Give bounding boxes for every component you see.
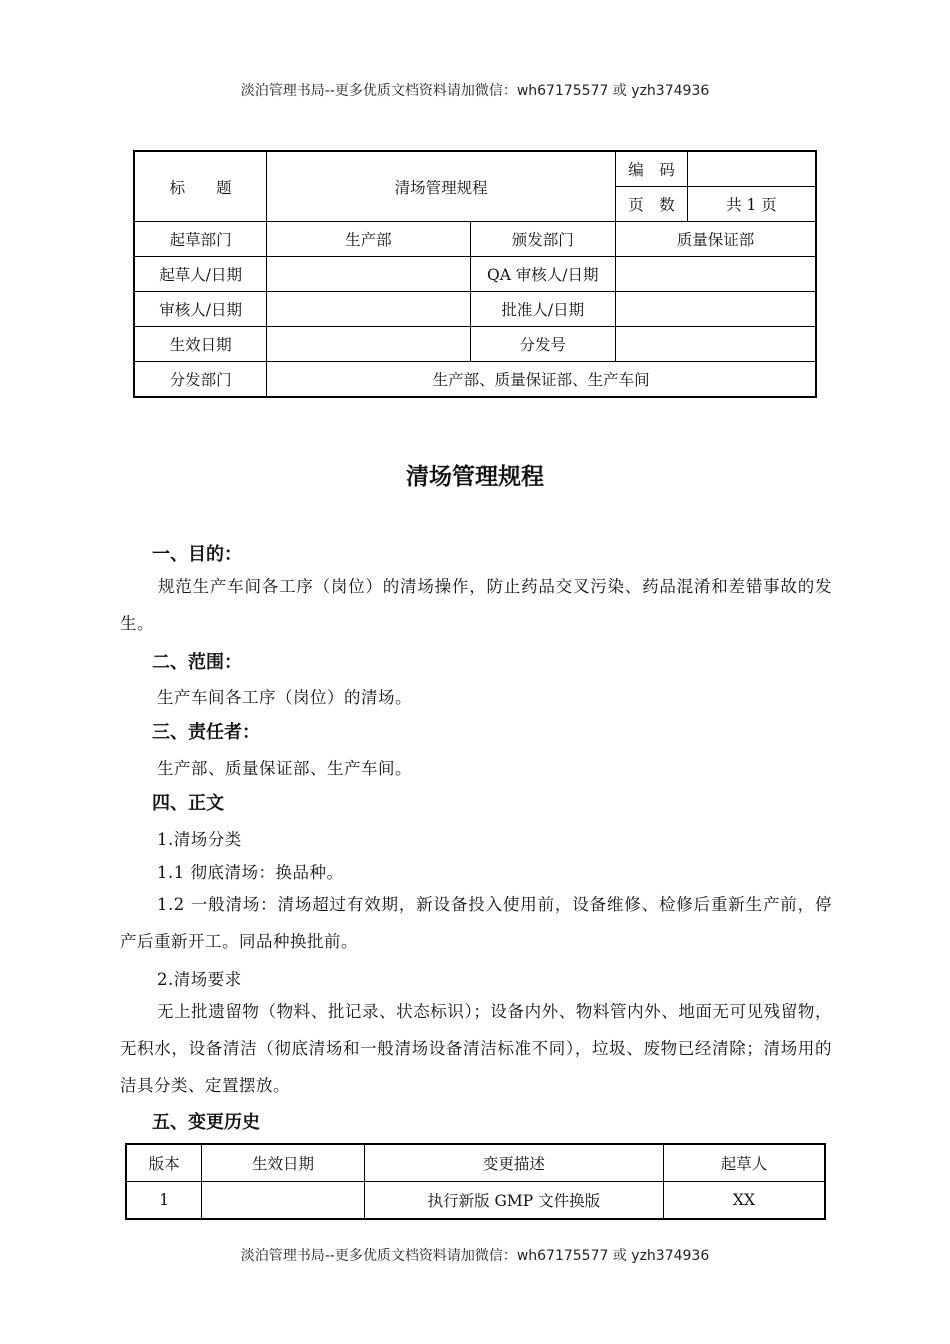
page-footer: 淡泊管理书局--更多优质文档资料请加微信：wh67175577 或 yzh374936: [240, 1248, 710, 1264]
effective-date-label: 生效日期: [134, 327, 267, 362]
title-label: 标 题: [134, 151, 267, 222]
draft-dept-value: 生产部: [267, 222, 470, 257]
draft-dept-label: 起草部门: [134, 222, 267, 257]
reviewer-value: [267, 292, 470, 327]
table-header-row: [126, 1144, 825, 1182]
table-row: [126, 1182, 825, 1220]
page-header: 淡泊管理书局--更多优质文档资料请加微信：wh67175577 或 yzh374936: [240, 83, 710, 99]
row-effective-date: [202, 1182, 365, 1220]
pages-label: 页 数: [616, 187, 688, 222]
reviewer-label: 审核人/日期: [134, 292, 267, 327]
clean-category-thorough: 1.1 彻底清场：换品种。: [157, 863, 344, 882]
clean-category: 1.清场分类: [157, 830, 242, 849]
drafter-value: [267, 257, 470, 292]
clean-category-general: 1.2 一般清场：清场超过有效期，新设备投入使用前，设备维修、检修后重新生产前，停产后重新开工。同品种换批前。: [120, 895, 832, 951]
section-body-heading: 四、正文: [152, 793, 224, 814]
dist-no-label: 分发号: [470, 327, 616, 362]
section-scope-text: 生产车间各工序（岗位）的清场。: [157, 688, 412, 707]
dist-no-value: [616, 327, 816, 362]
header-version: 版本: [126, 1144, 202, 1182]
approver-label: 批准人/日期: [470, 292, 616, 327]
issue-dept-value: 质量保证部: [616, 222, 816, 257]
title-value: 清场管理规程: [267, 151, 616, 222]
approver-value: [616, 292, 816, 327]
header-description: 变更描述: [364, 1144, 663, 1182]
dist-dept-value: 生产部、质量保证部、生产车间: [267, 362, 816, 398]
section-purpose-text: 规范生产车间各工序（岗位）的清场操作，防止药品交叉污染、药品混淆和差错事故的发生。: [120, 577, 832, 633]
drafter-label: 起草人/日期: [134, 257, 267, 292]
pages-value: 共 1 页: [687, 187, 816, 222]
row-drafter: XX: [663, 1182, 825, 1220]
dist-dept-label: 分发部门: [134, 362, 267, 398]
qa-reviewer-label: QA 审核人/日期: [470, 257, 616, 292]
change-history-table: [125, 1143, 826, 1220]
code-value: [687, 151, 816, 187]
header-drafter: 起草人: [663, 1144, 825, 1182]
clean-requirements-text: 无上批遗留物（物料、批记录、状态标识）；设备内外、物料管内外、地面无可见残留物，无积水，设备清洁（彻底清场和一般清场设备清洁标准不同），垃圾、废物已经清除；清场用的洁具分类、定置摆放。: [120, 1002, 832, 1095]
code-label: 编 码: [616, 151, 688, 187]
section-responsible-text: 生产部、质量保证部、生产车间。: [157, 759, 412, 778]
qa-reviewer-value: [616, 257, 816, 292]
section-purpose-heading: 一、目的：: [152, 544, 242, 565]
section-scope-heading: 二、范围：: [152, 652, 242, 673]
header-effective-date: 生效日期: [202, 1144, 365, 1182]
clean-requirements: 2.清场要求: [157, 970, 242, 989]
document-title: 清场管理规程: [406, 463, 544, 490]
effective-date-value: [267, 327, 470, 362]
section-history-heading: 五、变更历史: [152, 1112, 260, 1133]
issue-dept-label: 颁发部门: [470, 222, 616, 257]
row-description: 执行新版 GMP 文件换版: [364, 1182, 663, 1220]
section-responsible-heading: 三、责任者：: [152, 722, 260, 743]
row-version: 1: [126, 1182, 202, 1220]
document-info-table: [133, 150, 817, 398]
